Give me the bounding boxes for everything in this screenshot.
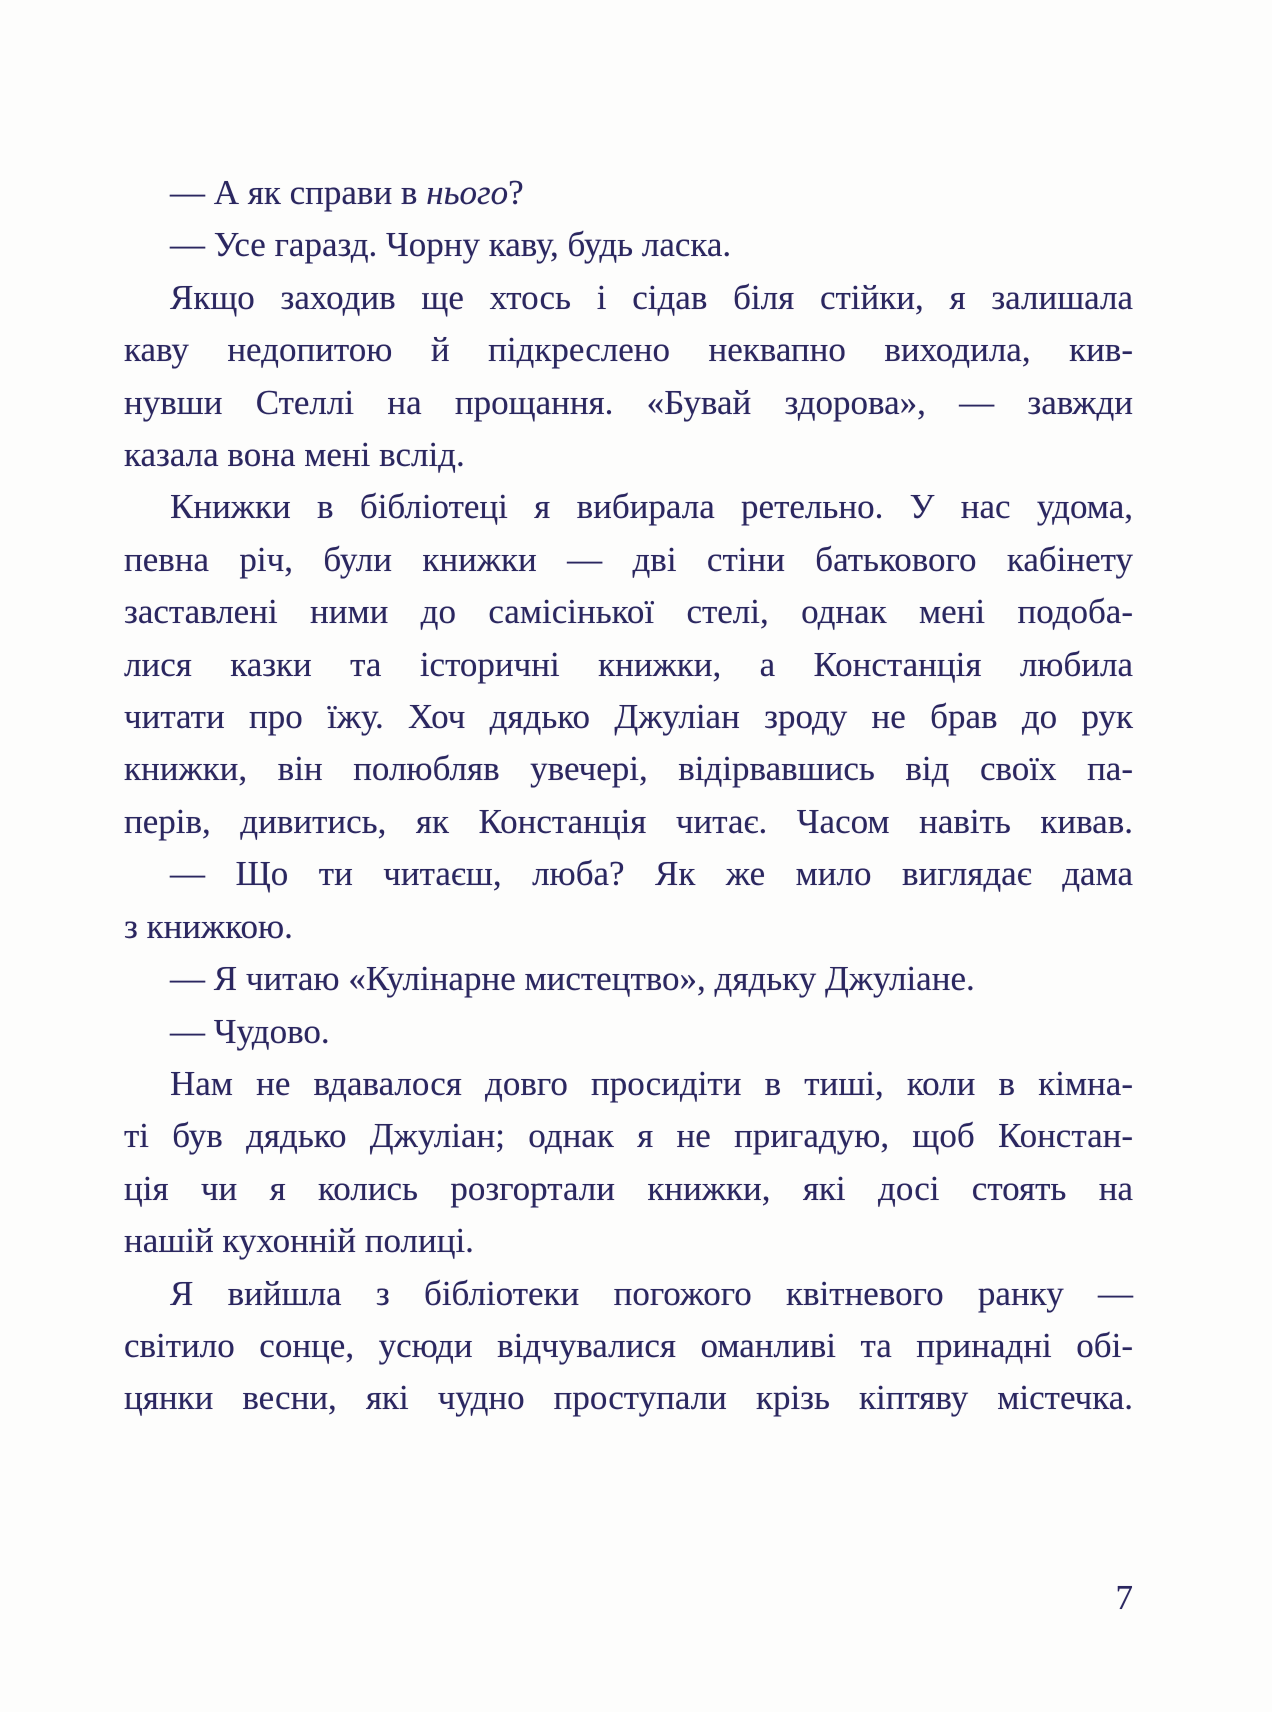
text-line bbox=[124, 219, 1133, 271]
text-line bbox=[124, 1215, 1133, 1267]
text-line bbox=[124, 1110, 1133, 1162]
text-segment: ? bbox=[508, 173, 524, 212]
text-line bbox=[124, 953, 1133, 1005]
text-line bbox=[124, 1006, 1133, 1058]
text-segment: каву недопитою й підкреслено неквапно виходила, кив- bbox=[124, 330, 1133, 370]
page-text bbox=[124, 167, 1133, 1425]
italic-text-segment: нього bbox=[426, 173, 509, 212]
text-segment: читати про їжу. Хоч дядько Джуліан зроду не брав до рук bbox=[124, 697, 1133, 737]
text-line bbox=[124, 901, 1133, 953]
text-line bbox=[124, 586, 1133, 638]
text-segment: Я вийшла з бібліотеки погожого квітневого ранку — bbox=[170, 1273, 1133, 1313]
text-segment: нувши Стеллі на прощання. «Бувай здорова», — завжди bbox=[124, 382, 1133, 422]
text-segment: — Чудово. bbox=[170, 1011, 330, 1051]
text-segment: ція чи я колись розгортали книжки, які досі стоять на bbox=[124, 1168, 1133, 1208]
text-line bbox=[124, 272, 1133, 324]
text-segment: ті був дядько Джуліан; однак я не пригадую, щоб Констан- bbox=[124, 1116, 1133, 1156]
text-line bbox=[124, 1372, 1133, 1424]
text-segment: світило сонце, усюди відчувалися оманливі та принадні обі- bbox=[124, 1325, 1133, 1365]
text-line bbox=[124, 534, 1133, 586]
text-segment: Нам не вдавалося довго просидіти в тиші, коли в кімна- bbox=[170, 1063, 1133, 1103]
text-line bbox=[124, 429, 1133, 481]
text-line bbox=[124, 848, 1133, 900]
text-segment: — Усе гаразд. Чорну каву, будь ласка. bbox=[170, 225, 732, 265]
text-line bbox=[124, 1268, 1133, 1320]
text-segment: заставлені ними до самісінької стелі, однак мені подоба- bbox=[124, 592, 1133, 632]
text-segment: казала вона мені вслід. bbox=[124, 435, 465, 475]
text-segment: цянки весни, які чудно проступали крізь кіптяву містечка. bbox=[124, 1378, 1133, 1418]
text-line bbox=[124, 377, 1133, 429]
text-segment: перів, дивитись, як Констанція читає. Часом навіть кивав. bbox=[124, 801, 1133, 841]
text-line bbox=[124, 743, 1133, 795]
text-line bbox=[124, 1058, 1133, 1110]
text-line bbox=[124, 481, 1133, 533]
text-line bbox=[124, 639, 1133, 691]
text-line bbox=[124, 691, 1133, 743]
text-line bbox=[124, 1320, 1133, 1372]
text-segment: лися казки та історичні книжки, а Констанція любила bbox=[124, 644, 1133, 684]
text-line bbox=[124, 167, 1133, 219]
text-segment: певна річ, були книжки — дві стіни батькового кабінету bbox=[124, 539, 1133, 579]
text-segment: нашій кухонній полиці. bbox=[124, 1221, 474, 1261]
text-segment: Якщо заходив ще хтось і сідав біля стійки, я залишала bbox=[170, 277, 1133, 317]
text-line bbox=[124, 796, 1133, 848]
text-line bbox=[124, 324, 1133, 376]
text-segment: — А як справи в bbox=[170, 173, 427, 212]
page-number: 7 bbox=[1115, 1578, 1133, 1617]
text-segment: Книжки в бібліотеці я вибирала ретельно. У нас удома, bbox=[170, 487, 1133, 527]
text-segment: — Я читаю «Кулінарне мистецтво», дядьку Джуліане. bbox=[170, 959, 975, 999]
text-segment: з книжкою. bbox=[124, 906, 293, 946]
text-segment: — Що ти читаєш, люба? Як же мило виглядає дама bbox=[170, 854, 1133, 894]
text-segment: книжки, він полюбляв увечері, відірвавшись від своїх па- bbox=[124, 749, 1133, 789]
text-line bbox=[124, 1163, 1133, 1215]
